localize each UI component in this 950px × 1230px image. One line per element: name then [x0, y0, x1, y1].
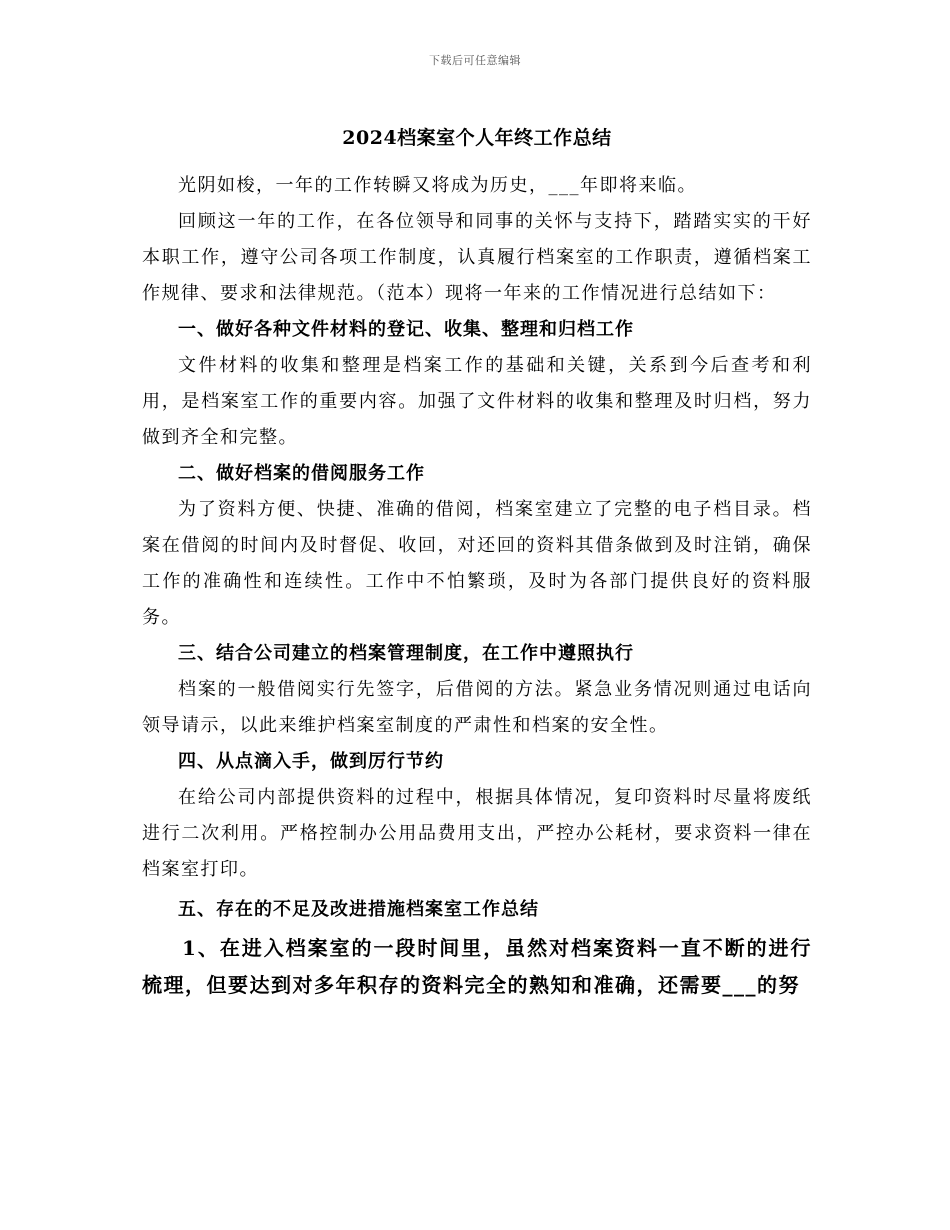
section-heading-3: 三、结合公司建立的档案管理制度，在工作中遵照执行 — [178, 643, 634, 664]
document-title: 2024档案室个人年终工作总结 — [342, 127, 612, 149]
section-body-3: 档案的一般借阅实行先签字，后借阅的方法。紧急业务情况则通过电话向领导请示，以此来维护档案室制度的严肃性和档案的安全性。 — [142, 679, 812, 736]
page-header-note: 下载后可任意编辑 — [429, 54, 521, 67]
section-body-5: 1、在进入档案室的一段时间里，虽然对档案资料一直不断的进行梳理，但要达到对多年积存的资料完全的熟知和准确，还需要___的努 — [142, 936, 812, 997]
intro-paragraph: 回顾这一年的工作，在各位领导和同事的关怀与支持下，踏踏实实的干好本职工作，遵守公司各项工作制度，认真履行档案室的工作职责，遵循档案工作规律、要求和法律规范。（范本）现将一年来的工作情况进行总结如下： — [142, 211, 812, 304]
section-heading-4: 四、从点滴入手，做到厉行节约 — [178, 751, 444, 772]
intro-paragraph: 光阴如梭，一年的工作转瞬又将成为历史，___年即将来临。 — [178, 175, 697, 196]
section-body-2: 为了资料方便、快捷、准确的借阅，档案室建立了完整的电子档目录。档案在借阅的时间内及时督促、收回，对还回的资料其借条做到及时注销，确保工作的准确性和连续性。工作中不怕繁琐，及时为各部门提供良好的资料服务。 — [142, 499, 812, 628]
section-body-1: 文件材料的收集和整理是档案工作的基础和关键，关系到今后查考和利用，是档案室工作的重要内容。加强了文件材料的收集和整理及时归档，努力做到齐全和完整。 — [142, 355, 812, 448]
section-heading-2: 二、做好档案的借阅服务工作 — [178, 463, 425, 484]
section-heading-5: 五、存在的不足及改进措施档案室工作总结 — [178, 899, 539, 920]
document-body — [142, 122, 812, 1004]
section-body-4: 在给公司内部提供资料的过程中，根据具体情况，复印资料时尽量将废纸进行二次利用。严格控制办公用品费用支出，严控办公耗材，要求资料一律在档案室打印。 — [142, 787, 812, 880]
section-heading-1: 一、做好各种文件材料的登记、收集、整理和归档工作 — [178, 319, 634, 340]
